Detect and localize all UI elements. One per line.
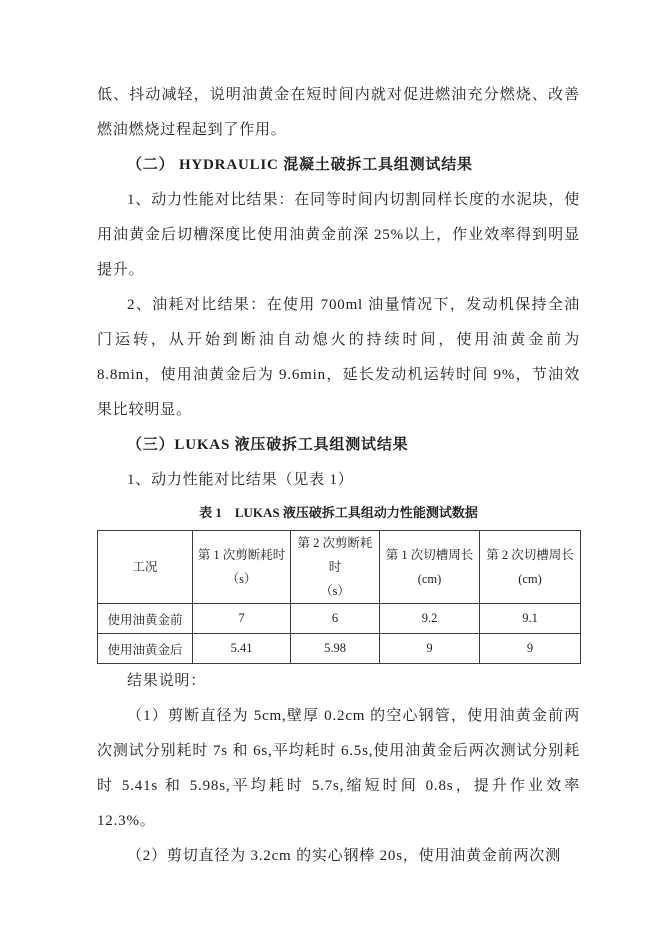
header-title: 工况 — [132, 560, 158, 574]
cell-value: 9 — [380, 634, 480, 664]
paragraph-combustion-conclusion: 低、抖动减轻，说明油黄金在短时间内就对促进燃油充分燃烧、改善燃油燃烧过程起到了作用。 — [97, 87, 580, 138]
paragraph-result-1: （1）剪断直径为 5cm,壁厚 0.2cm 的空心钢管，使用油黄金前两次测试分别耗时 7s 和 6s,平均耗时 6.5s,使用油黄金后两次测试分别耗时 5.41s 和 5.98s,平均耗时 5.7s,缩短时间 0.8s，提升作业效率 12.3%。 — [97, 708, 580, 829]
cell-condition: 使用油黄金前 — [98, 604, 193, 634]
header-unit: (cm) — [518, 572, 542, 586]
header-unit: （s） — [320, 584, 350, 598]
header-cell-cut1-time — [193, 531, 291, 604]
cell-value: 5.41 — [193, 634, 291, 664]
table-header-row — [98, 531, 581, 604]
paragraph-lukas-power-ref: 1、动力性能对比结果（见表 1） — [127, 472, 354, 488]
section-heading-hydraulic: （二） HYDRAULIC 混凝土破拆工具组测试结果 — [127, 157, 473, 173]
section-heading-lukas: （三）LUKAS 液压破拆工具组测试结果 — [127, 437, 409, 453]
table-caption: 表 1 LUKAS 液压破拆工具组动力性能测试数据 — [199, 505, 478, 520]
header-cell-groove2-length — [480, 531, 581, 604]
cell-condition: 使用油黄金后 — [98, 634, 193, 664]
cell-value: 6 — [291, 604, 380, 634]
document-content — [97, 78, 580, 874]
paragraph-result-label: 结果说明： — [127, 673, 207, 689]
header-title: 第 1 次切槽周长 — [385, 548, 474, 562]
cell-value: 9.2 — [380, 604, 480, 634]
cell-value: 5.98 — [291, 634, 380, 664]
header-unit: (cm) — [417, 572, 442, 586]
header-cell-cut2-time — [291, 531, 380, 604]
table-row-after-additive — [98, 634, 581, 664]
header-title: 第 2 次切槽周长 — [486, 548, 574, 562]
header-title: 第 1 次剪断耗时 — [197, 548, 286, 562]
header-unit: （s） — [226, 572, 257, 586]
header-cell-condition — [98, 531, 193, 604]
cell-value: 9 — [480, 634, 581, 664]
paragraph-result-2: （2）剪切直径为 3.2cm 的实心钢棒 20s，使用油黄金前两次测 — [127, 848, 561, 864]
header-title: 第 2 次剪断耗时 — [297, 536, 373, 574]
cell-value: 7 — [193, 604, 291, 634]
paragraph-hydraulic-power-result: 1、动力性能对比结果：在同等时间内切割同样长度的水泥块，使用油黄金后切槽深度比使用油黄金前深 25%以上，作业效率得到明显提升。 — [97, 192, 580, 278]
lukas-performance-table — [97, 530, 581, 664]
paragraph-hydraulic-fuel-result: 2、油耗对比结果：在使用 700ml 油量情况下，发动机保持全油门运转，从开始到断油自动熄火的持续时间，使用油黄金前为 8.8min，使用油黄金后为 9.6min，延长发动机运转时间 9%，节油效果比较明显。 — [97, 297, 580, 418]
cell-value: 9.1 — [480, 604, 581, 634]
table-row-before-additive — [98, 604, 581, 634]
header-cell-groove1-length — [380, 531, 480, 604]
